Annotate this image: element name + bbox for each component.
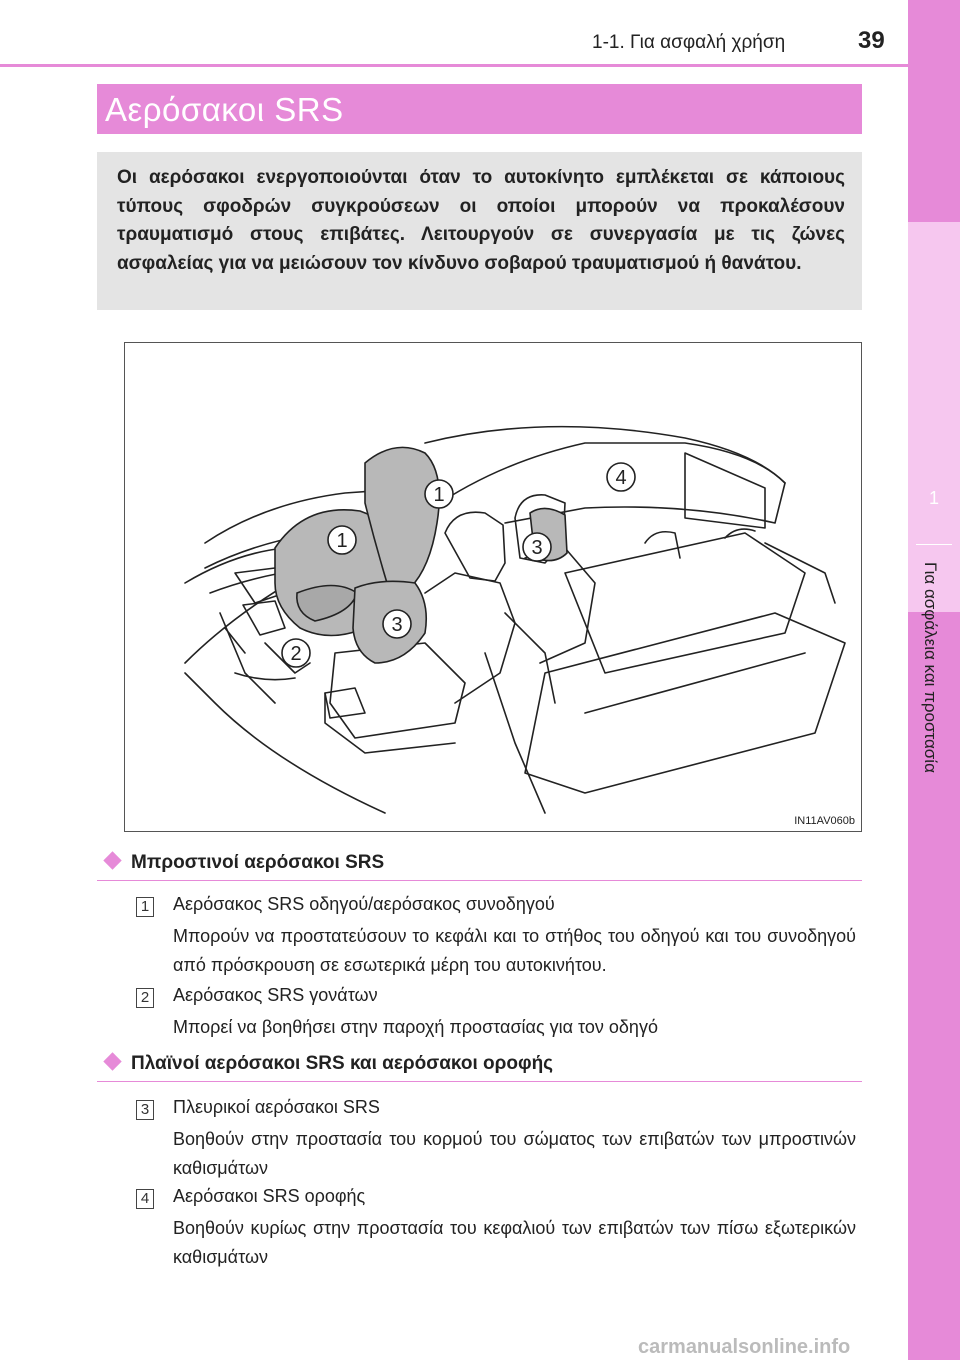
svg-text:3: 3	[391, 614, 403, 636]
chapter-sidebar	[908, 0, 960, 1360]
svg-text:4: 4	[615, 467, 627, 489]
car-interior-drawing	[125, 343, 862, 832]
item-number-badge: 3	[136, 1100, 154, 1120]
subheading-divider	[97, 880, 862, 881]
subheading-side-curtain-airbags	[106, 1053, 553, 1075]
page-header	[0, 0, 960, 64]
svg-text:2: 2	[290, 643, 302, 665]
chapter-title: Για ασφάλεια και προστασία	[921, 562, 940, 773]
svg-text:3: 3	[531, 537, 543, 559]
intro-box	[97, 152, 862, 310]
diamond-bullet-icon	[103, 851, 121, 869]
item-description: Βοηθούν κυρίως στην προστασία του κεφαλιού των επιβατών των πίσω εξωτερικών καθισμάτων	[173, 1218, 856, 1267]
item-title: Αερόσακος SRS γονάτων	[173, 985, 378, 1005]
item-title: Πλευρικοί αερόσακοι SRS	[173, 1097, 380, 1117]
chapter-tab[interactable]	[908, 222, 960, 773]
item-number-badge: 4	[136, 1189, 154, 1209]
section-title-band	[97, 84, 862, 134]
section-title: Αερόσακοι SRS	[105, 91, 344, 128]
callout-1b	[328, 526, 356, 554]
item-number-badge: 1	[136, 897, 154, 917]
item-number-badge: 2	[136, 988, 154, 1008]
item-description: Μπορούν να προστατεύσουν το κεφάλι και το στήθος του οδηγού και του συνοδηγού από πρόσκρουση σε εσωτερικά μέρη του αυτοκινήτου.	[173, 926, 856, 975]
item-title: Αερόσακος SRS οδηγού/αερόσακος συνοδηγού	[173, 894, 555, 914]
diamond-bullet-icon	[103, 1052, 121, 1070]
callout-1a	[425, 480, 453, 508]
callout-3a	[383, 610, 411, 638]
subheading-divider	[97, 1081, 862, 1082]
header-title: 1-1. Για ασφαλή χρήση	[592, 32, 786, 53]
header-divider	[0, 64, 910, 67]
chapter-divider	[916, 544, 952, 545]
chapter-number: 1	[928, 488, 939, 508]
item-title: Αερόσακοι SRS οροφής	[173, 1186, 366, 1206]
svg-text:1: 1	[433, 484, 445, 506]
subheading-text: Μπροστινοί αερόσακοι SRS	[131, 852, 385, 873]
intro-text: Οι αερόσακοι ενεργοποιούνται όταν το αυτοκίνητο εμπλέκεται σε κάποιους τύπους σφοδρών συγκρούσεων οι οποίοι μπορούν να προκαλέσουν τραυματισμό στους επιβάτες. Λειτουργούν σε συνεργασία με τις ζώνες ασφαλείας για να μειώσουν τον κίνδυνο σοβαρού τραυματισμού ή θανάτου.	[117, 167, 845, 274]
subheading-front-airbags	[106, 852, 384, 874]
callout-3b	[523, 533, 551, 561]
item-description: Βοηθούν στην προστασία του κορμού του σώματος των επιβατών των μπροστινών καθισμάτων	[173, 1129, 856, 1178]
callout-2	[282, 639, 310, 667]
subheading-text: Πλαϊνοί αερόσακοι SRS και αερόσακοι οροφής	[131, 1053, 554, 1074]
svg-text:1: 1	[336, 530, 348, 552]
airbag-illustration	[124, 342, 862, 832]
watermark: carmanualsonline.info	[638, 1336, 851, 1358]
callout-4	[607, 463, 635, 491]
item-description: Μπορεί να βοηθήσει στην παροχή προστασίας για τον οδηγό	[173, 1017, 658, 1037]
figure-code: IN11AV060b	[794, 815, 855, 827]
page-number: 39	[858, 27, 885, 54]
